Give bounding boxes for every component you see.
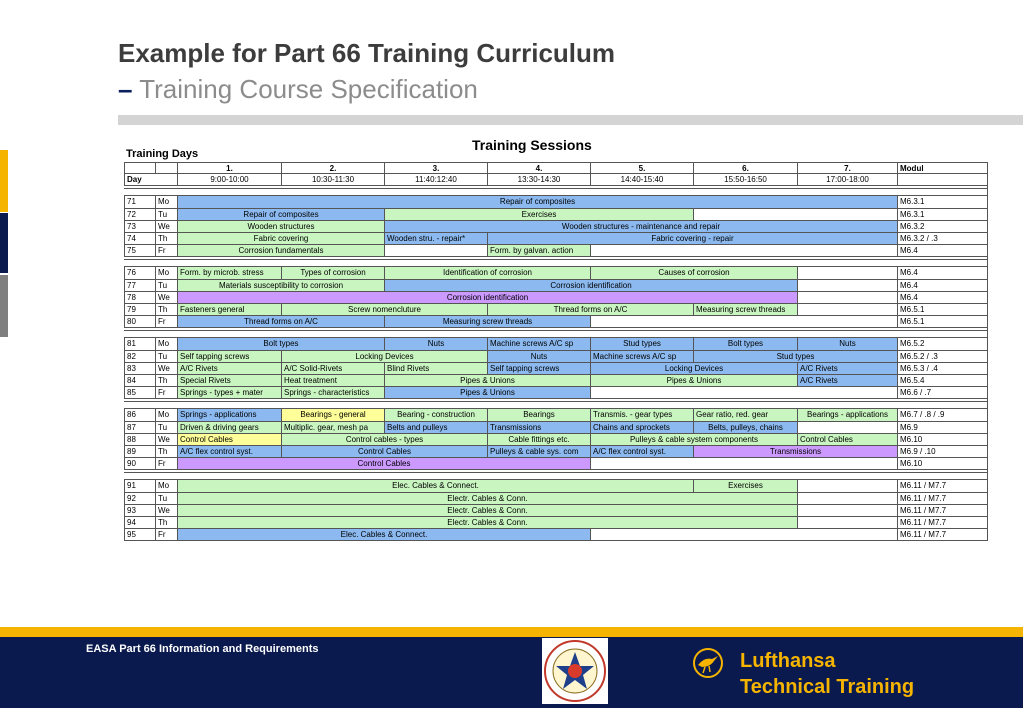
empty-cell: [591, 245, 898, 257]
brand-name-line2: Technical Training: [740, 676, 915, 698]
modul-code: M6.6 / .7: [898, 387, 988, 399]
modul-code: M6.3.1: [898, 196, 988, 208]
modul-code: M6.9: [898, 422, 988, 434]
modul-code: M6.5.2 / .3: [898, 351, 988, 363]
session-cell: Corrosion fundamentals: [178, 245, 385, 257]
session-cell: Bearings: [488, 409, 591, 421]
week-separator: [124, 399, 988, 409]
session-time-header: 14:40-15:40: [591, 174, 694, 186]
session-cell: Pulleys & cable system components: [591, 434, 798, 446]
session-cell: Bolt types: [178, 338, 385, 350]
empty-cell: [798, 517, 898, 529]
training-days-title: Training Days: [126, 148, 199, 160]
session-time-header: 17:00-18:00: [798, 174, 898, 186]
session-cell: Nuts: [798, 338, 898, 350]
session-cell: Thread forms on A/C: [178, 316, 385, 328]
weekday: Fr: [156, 245, 178, 257]
empty-cell: [798, 422, 898, 434]
session-cell: Types of corrosion: [282, 267, 385, 279]
session-cell: Transmissions: [694, 446, 898, 458]
session-cell: A/C Solid-Rivets: [282, 363, 385, 375]
day-number: 84: [124, 375, 156, 387]
weekday: We: [156, 221, 178, 233]
session-cell: Elec. Cables & Connect.: [178, 529, 591, 541]
modul-code: M6.5.3 / .4: [898, 363, 988, 375]
weekday: We: [156, 434, 178, 446]
day-number: 78: [124, 292, 156, 304]
session-cell: A/C flex control syst.: [591, 446, 694, 458]
session-number-header: 4.: [488, 162, 591, 174]
weekday: Mo: [156, 267, 178, 279]
session-cell: Bearings - general: [282, 409, 385, 421]
day-header: Day: [124, 174, 178, 186]
accent-bar-gold: [0, 150, 8, 212]
session-cell: Form. by microb. stress: [178, 267, 282, 279]
weekday: Mo: [156, 196, 178, 208]
subtitle-text: Training Course Specification: [132, 74, 478, 104]
header-blank: [124, 162, 156, 174]
session-cell: Machine screws A/C sp: [488, 338, 591, 350]
day-number: 94: [124, 517, 156, 529]
weekday: Tu: [156, 209, 178, 221]
session-cell: Machine screws A/C sp: [591, 351, 694, 363]
session-cell: Transmis. - gear types: [591, 409, 694, 421]
day-number: 80: [124, 316, 156, 328]
empty-cell: [591, 529, 898, 541]
session-time-header: 10:30-11:30: [282, 174, 385, 186]
session-cell: Control Cables: [282, 446, 488, 458]
day-number: 81: [124, 338, 156, 350]
modul-code: M6.11 / M7.7: [898, 493, 988, 505]
session-cell: Nuts: [385, 338, 488, 350]
weekday: Mo: [156, 480, 178, 492]
accent-bar-navy: [0, 213, 8, 273]
subtitle-dash: –: [118, 74, 133, 104]
session-cell: Locking Devices: [591, 363, 798, 375]
weekday: Mo: [156, 338, 178, 350]
session-cell: Screw nomencluture: [282, 304, 488, 316]
session-cell: Pipes & Unions: [385, 387, 591, 399]
session-cell: Bearings - applications: [798, 409, 898, 421]
session-cell: Pulleys & cable sys. com: [488, 446, 591, 458]
university-seal-icon: [542, 638, 608, 704]
session-cell: Materials susceptibility to corrosion: [178, 280, 385, 292]
session-cell: Fasteners general: [178, 304, 282, 316]
day-number: 82: [124, 351, 156, 363]
modul-code: M6.4: [898, 280, 988, 292]
day-number: 93: [124, 505, 156, 517]
weekday: Tu: [156, 280, 178, 292]
title-divider: [118, 115, 1023, 125]
day-number: 73: [124, 221, 156, 233]
session-cell: Thread forms on A/C: [488, 304, 694, 316]
weekday: We: [156, 505, 178, 517]
modul-code: M6.11 / M7.7: [898, 529, 988, 541]
session-cell: Corrosion identification: [385, 280, 798, 292]
session-cell: Chains and sprockets: [591, 422, 694, 434]
modul-code: M6.7 / .8 / .9: [898, 409, 988, 421]
modul-code: M6.5.1: [898, 316, 988, 328]
session-cell: Driven & driving gears: [178, 422, 282, 434]
session-number-header: 6.: [694, 162, 798, 174]
weekday: Fr: [156, 458, 178, 470]
lufthansa-crane-icon: [692, 647, 724, 679]
week-separator: [124, 186, 988, 196]
session-cell: Stud types: [694, 351, 898, 363]
session-cell: Exercises: [385, 209, 694, 221]
weekday: Th: [156, 446, 178, 458]
session-cell: Control Cables: [178, 458, 591, 470]
session-cell: Exercises: [694, 480, 798, 492]
day-number: 89: [124, 446, 156, 458]
session-cell: Multiplic. gear, mesh pa: [282, 422, 385, 434]
empty-cell: [798, 267, 898, 279]
training-sessions-title: Training Sessions: [472, 137, 592, 153]
session-cell: Wooden structures - maintenance and repair: [385, 221, 898, 233]
session-number-header: 1.: [178, 162, 282, 174]
session-cell: Special Rivets: [178, 375, 282, 387]
session-cell: Belts and pulleys: [385, 422, 488, 434]
session-cell: Form. by galvan. action: [488, 245, 591, 257]
session-cell: Heat treatment: [282, 375, 385, 387]
day-number: 85: [124, 387, 156, 399]
empty-cell: [385, 245, 488, 257]
session-number-header: 2.: [282, 162, 385, 174]
session-cell: Belts, pulleys, chains: [694, 422, 798, 434]
session-cell: Gear ratio, red. gear: [694, 409, 798, 421]
modul-code: M6.4: [898, 267, 988, 279]
week-separator: [124, 257, 988, 267]
modul-code: M6.10: [898, 458, 988, 470]
accent-bar-grey: [0, 275, 8, 337]
day-number: 77: [124, 280, 156, 292]
day-number: 83: [124, 363, 156, 375]
modul-code: M6.10: [898, 434, 988, 446]
weekday: Fr: [156, 387, 178, 399]
modul-header-blank: [898, 174, 988, 186]
modul-code: M6.4: [898, 245, 988, 257]
session-cell: Locking Devices: [282, 351, 488, 363]
slide-title: Example for Part 66 Training Curriculum: [118, 38, 616, 68]
empty-cell: [591, 458, 898, 470]
week-separator: [124, 328, 988, 338]
session-cell: Elec. Cables & Connect.: [178, 480, 694, 492]
day-number: 90: [124, 458, 156, 470]
session-cell: Electr. Cables & Conn.: [178, 517, 798, 529]
weekday: Fr: [156, 316, 178, 328]
training-schedule-table: [124, 162, 988, 540]
weekday: Th: [156, 517, 178, 529]
day-number: 86: [124, 409, 156, 421]
modul-code: M6.3.2: [898, 221, 988, 233]
footer-gold-stripe: [0, 627, 1023, 637]
session-cell: Pipes & Unions: [385, 375, 591, 387]
day-number: 72: [124, 209, 156, 221]
empty-cell: [798, 493, 898, 505]
session-cell: Springs - types + mater: [178, 387, 282, 399]
day-number: 76: [124, 267, 156, 279]
modul-code: M6.11 / M7.7: [898, 517, 988, 529]
footer-text: EASA Part 66 Information and Requirements: [86, 643, 319, 655]
weekday: We: [156, 363, 178, 375]
empty-cell: [798, 292, 898, 304]
modul-code: M6.5.4: [898, 375, 988, 387]
session-cell: Stud types: [591, 338, 694, 350]
session-time-header: 11:40:12:40: [385, 174, 488, 186]
session-cell: Control Cables: [798, 434, 898, 446]
empty-cell: [591, 316, 898, 328]
session-cell: Repair of composites: [178, 196, 898, 208]
weekday: Th: [156, 375, 178, 387]
session-cell: Bolt types: [694, 338, 798, 350]
session-cell: Self tapping screws: [178, 351, 282, 363]
session-cell: Measuring screw threads: [385, 316, 591, 328]
week-separator: [124, 470, 988, 480]
session-cell: Wooden stru. - repair*: [385, 233, 488, 245]
empty-cell: [694, 209, 898, 221]
session-cell: Springs - applications: [178, 409, 282, 421]
modul-code: M6.4: [898, 292, 988, 304]
empty-cell: [798, 505, 898, 517]
modul-code: M6.11 / M7.7: [898, 505, 988, 517]
session-cell: A/C Rivets: [798, 363, 898, 375]
day-number: 95: [124, 529, 156, 541]
session-number-header: 5.: [591, 162, 694, 174]
session-cell: Pipes & Unions: [591, 375, 798, 387]
weekday: Tu: [156, 422, 178, 434]
weekday: Fr: [156, 529, 178, 541]
session-time-header: 9:00-10:00: [178, 174, 282, 186]
modul-code: M6.11 / M7.7: [898, 480, 988, 492]
modul-code: M6.3.2 / .3: [898, 233, 988, 245]
session-number-header: 3.: [385, 162, 488, 174]
session-cell: A/C Rivets: [178, 363, 282, 375]
day-number: 87: [124, 422, 156, 434]
session-cell: Electr. Cables & Conn.: [178, 493, 798, 505]
session-cell: Self tapping screws: [488, 363, 591, 375]
session-cell: Bearing - construction: [385, 409, 488, 421]
empty-cell: [591, 387, 898, 399]
session-cell: Causes of corrosion: [591, 267, 798, 279]
weekday: Mo: [156, 409, 178, 421]
day-number: 91: [124, 480, 156, 492]
session-cell: Springs - characteristics: [282, 387, 385, 399]
session-cell: Cable fittings etc.: [488, 434, 591, 446]
session-cell: Blind Rivets: [385, 363, 488, 375]
modul-code: M6.5.1: [898, 304, 988, 316]
day-number: 71: [124, 196, 156, 208]
header-blank: [156, 162, 178, 174]
weekday: We: [156, 292, 178, 304]
modul-header: Modul: [898, 162, 988, 174]
weekday: Th: [156, 233, 178, 245]
day-number: 79: [124, 304, 156, 316]
slide-subtitle: [118, 74, 478, 105]
day-number: 75: [124, 245, 156, 257]
session-cell: Transmissions: [488, 422, 591, 434]
session-cell: Control cables - types: [282, 434, 488, 446]
session-cell: Fabric covering - repair: [488, 233, 898, 245]
session-cell: Control Cables: [178, 434, 282, 446]
session-time-header: 13:30-14:30: [488, 174, 591, 186]
empty-cell: [798, 480, 898, 492]
session-cell: Measuring screw threads: [694, 304, 798, 316]
brand-name-line1: Lufthansa: [740, 650, 836, 672]
session-cell: Corrosion identification: [178, 292, 798, 304]
session-cell: A/C Rivets: [798, 375, 898, 387]
session-cell: Wooden structures: [178, 221, 385, 233]
session-cell: A/C flex control syst.: [178, 446, 282, 458]
empty-cell: [798, 304, 898, 316]
weekday: Tu: [156, 351, 178, 363]
session-cell: Identification of corrosion: [385, 267, 591, 279]
session-cell: Electr. Cables & Conn.: [178, 505, 798, 517]
day-number: 92: [124, 493, 156, 505]
session-time-header: 15:50-16:50: [694, 174, 798, 186]
weekday: Th: [156, 304, 178, 316]
day-number: 74: [124, 233, 156, 245]
modul-code: M6.5.2: [898, 338, 988, 350]
day-number: 88: [124, 434, 156, 446]
session-cell: Nuts: [488, 351, 591, 363]
modul-code: M6.9 / .10: [898, 446, 988, 458]
session-cell: Repair of composites: [178, 209, 385, 221]
weekday: Tu: [156, 493, 178, 505]
session-cell: Fabric covering: [178, 233, 385, 245]
modul-code: M6.3.1: [898, 209, 988, 221]
empty-cell: [798, 280, 898, 292]
session-number-header: 7.: [798, 162, 898, 174]
